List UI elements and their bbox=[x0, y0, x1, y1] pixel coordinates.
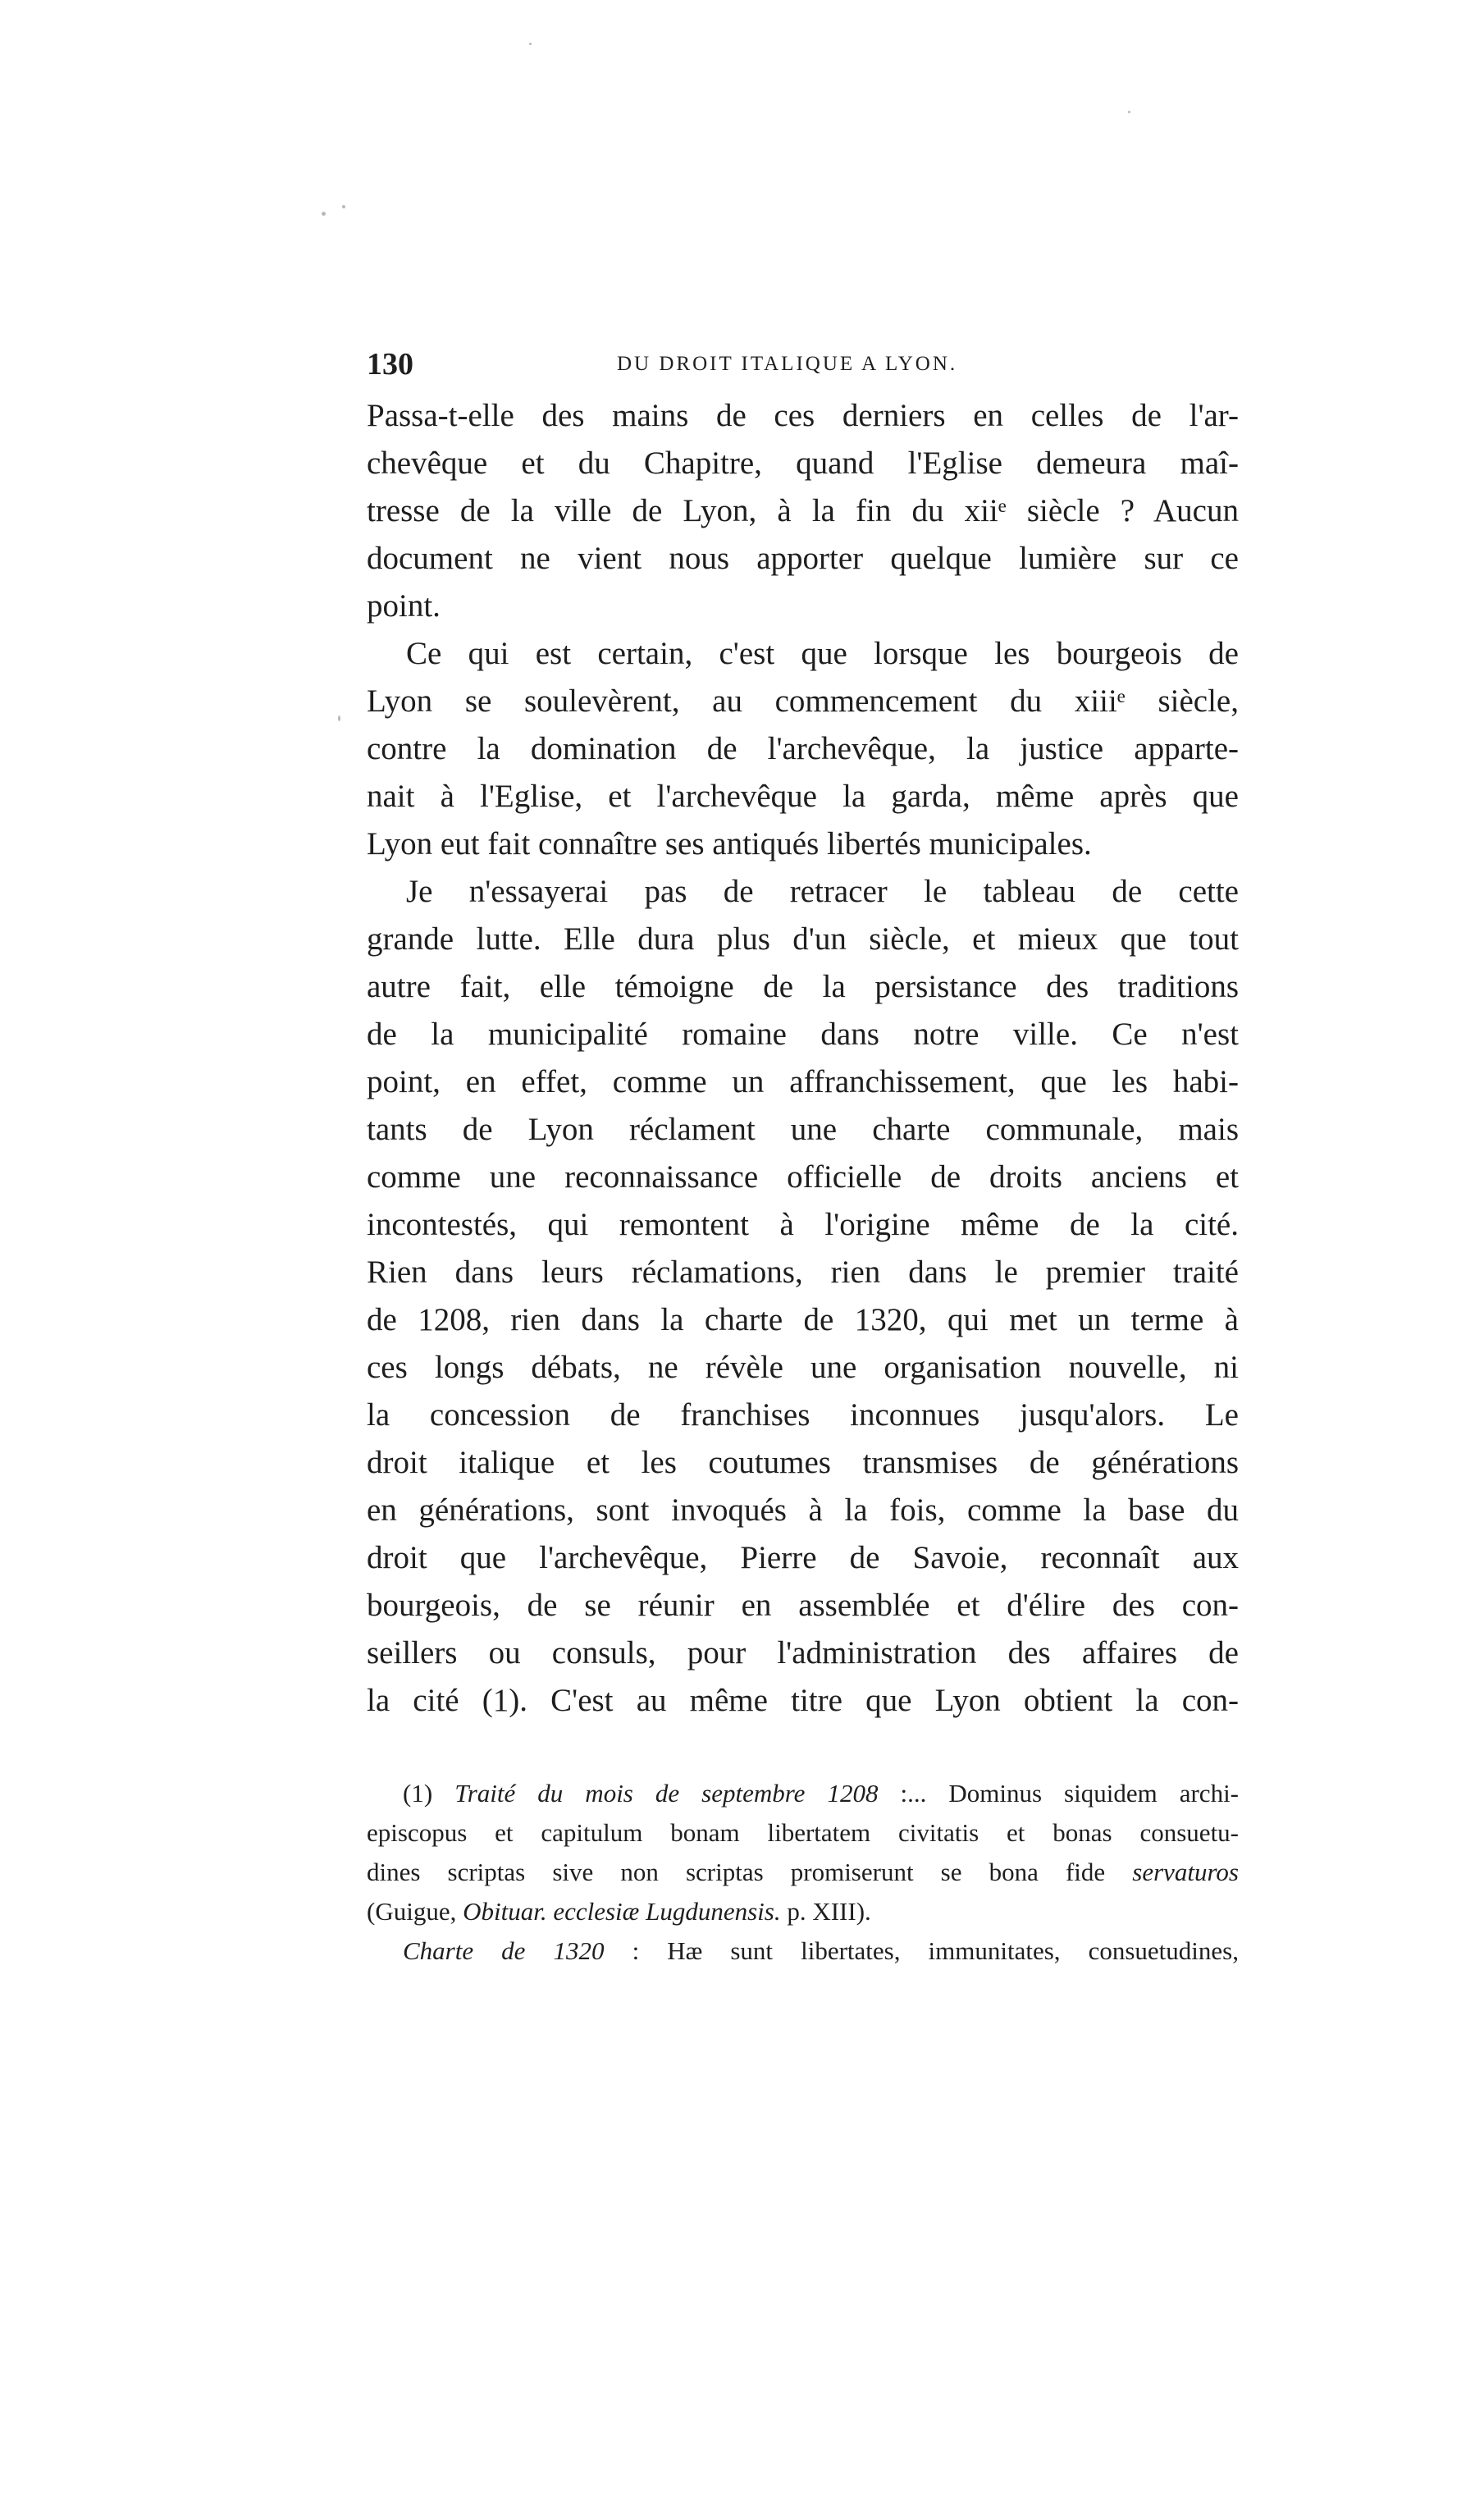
text-line: en générations, sont invoqués à la fois, comme la base du bbox=[367, 1492, 1239, 1528]
text-line: la cité (1). C'est au même titre que Lyon obtient la con- bbox=[367, 1683, 1239, 1718]
scan-speck bbox=[529, 43, 532, 45]
text-line: droit que l'archevêque, Pierre de Savoie, reconnaît aux bbox=[367, 1540, 1239, 1575]
text-line: document ne vient nous apporter quelque lumière sur ce bbox=[367, 541, 1239, 576]
footnote-line bbox=[367, 1931, 1239, 1971]
text-line: incontestés, qui remontent à l'origine même de la cité. bbox=[367, 1207, 1239, 1242]
text-line: ces longs débats, ne révèle une organisation nouvelle, ni bbox=[367, 1350, 1239, 1385]
text-line: de 1208, rien dans la charte de 1320, qui met un terme à bbox=[367, 1302, 1239, 1337]
footnote-citation: Charte de 1320 bbox=[403, 1936, 605, 1965]
text-line: comme une reconnaissance officielle de droits anciens et bbox=[367, 1159, 1239, 1195]
footnote-text: dines scriptas sive non scriptas promiserunt se bona fide bbox=[367, 1858, 1133, 1886]
scan-speck bbox=[338, 715, 340, 721]
scan-speck bbox=[322, 212, 326, 216]
body-text bbox=[367, 392, 1239, 1725]
footnote-citation: Obituar. ecclesiæ Lugdunensis. bbox=[463, 1897, 781, 1926]
footnote-text: (Guigue, bbox=[367, 1897, 463, 1926]
text-line: point. bbox=[367, 588, 441, 624]
text-line: seillers ou consuls, pour l'administration des affaires de bbox=[367, 1635, 1239, 1670]
text-line: Passa-t-elle des mains de ces derniers en celles de l'ar- bbox=[367, 398, 1239, 433]
text-line: nait à l'Eglise, et l'archevêque la garda, même après que bbox=[367, 779, 1239, 814]
text-line: contre la domination de l'archevêque, la justice apparte- bbox=[367, 731, 1239, 766]
footnote-citation: Traité du mois de septembre 1208 bbox=[454, 1779, 879, 1808]
text-line: point, en effet, comme un affranchissement, que les habi- bbox=[367, 1064, 1239, 1099]
text-line: tresse de la ville de Lyon, à la fin du xiiᵉ siècle ? Aucun bbox=[367, 493, 1239, 528]
text-line: autre fait, elle témoigne de la persistance des traditions bbox=[367, 969, 1239, 1004]
footnote-text: : Hæ sunt libertates, immunitates, consuetudines, bbox=[604, 1936, 1239, 1965]
text-line: Rien dans leurs réclamations, rien dans le premier traité bbox=[367, 1255, 1239, 1290]
running-head bbox=[367, 345, 1007, 384]
text-line: chevêque et du Chapitre, quand l'Eglise demeura maî- bbox=[367, 446, 1239, 481]
text-line: Je n'essayerai pas de retracer le tableau de cette bbox=[406, 874, 1239, 909]
footnote-italic-word: servaturos bbox=[1132, 1858, 1239, 1886]
text-line: Lyon eut fait connaître ses antiqués libertés municipales. bbox=[367, 826, 1092, 862]
text-line: bourgeois, de se réunir en assemblée et d'élire des con- bbox=[367, 1588, 1239, 1623]
running-title: DU DROIT ITALIQUE A LYON. bbox=[617, 353, 958, 375]
text-line: la concession de franchises inconnues jusqu'alors. Le bbox=[367, 1397, 1239, 1433]
footnotes bbox=[367, 1774, 1239, 1971]
text-line: tants de Lyon réclament une charte communale, mais bbox=[367, 1112, 1239, 1147]
footnote-line bbox=[367, 1853, 1239, 1892]
text-line: Ce qui est certain, c'est que lorsque les bourgeois de bbox=[406, 636, 1239, 671]
footnote-line bbox=[367, 1892, 1239, 1931]
text-line: Lyon se soulevèrent, au commencement du xiiiᵉ siècle, bbox=[367, 683, 1239, 719]
footnote-text: :... Dominus siquidem archi- bbox=[878, 1779, 1240, 1808]
scan-speck bbox=[342, 205, 345, 208]
text-line: de la municipalité romaine dans notre ville. Ce n'est bbox=[367, 1017, 1239, 1052]
footnote-line bbox=[367, 1774, 1239, 1813]
text-line: droit italique et les coutumes transmises de générations bbox=[367, 1445, 1239, 1480]
footnote-marker: (1) bbox=[403, 1779, 433, 1808]
scan-speck bbox=[1128, 111, 1130, 113]
page-number: 130 bbox=[367, 347, 413, 382]
footnote-text: p. XIII). bbox=[780, 1897, 871, 1926]
footnote-line: episcopus et capitulum bonam libertatem civitatis et bonas consuetu- bbox=[367, 1818, 1239, 1847]
text-line: grande lutte. Elle dura plus d'un siècle, et mieux que tout bbox=[367, 921, 1239, 957]
